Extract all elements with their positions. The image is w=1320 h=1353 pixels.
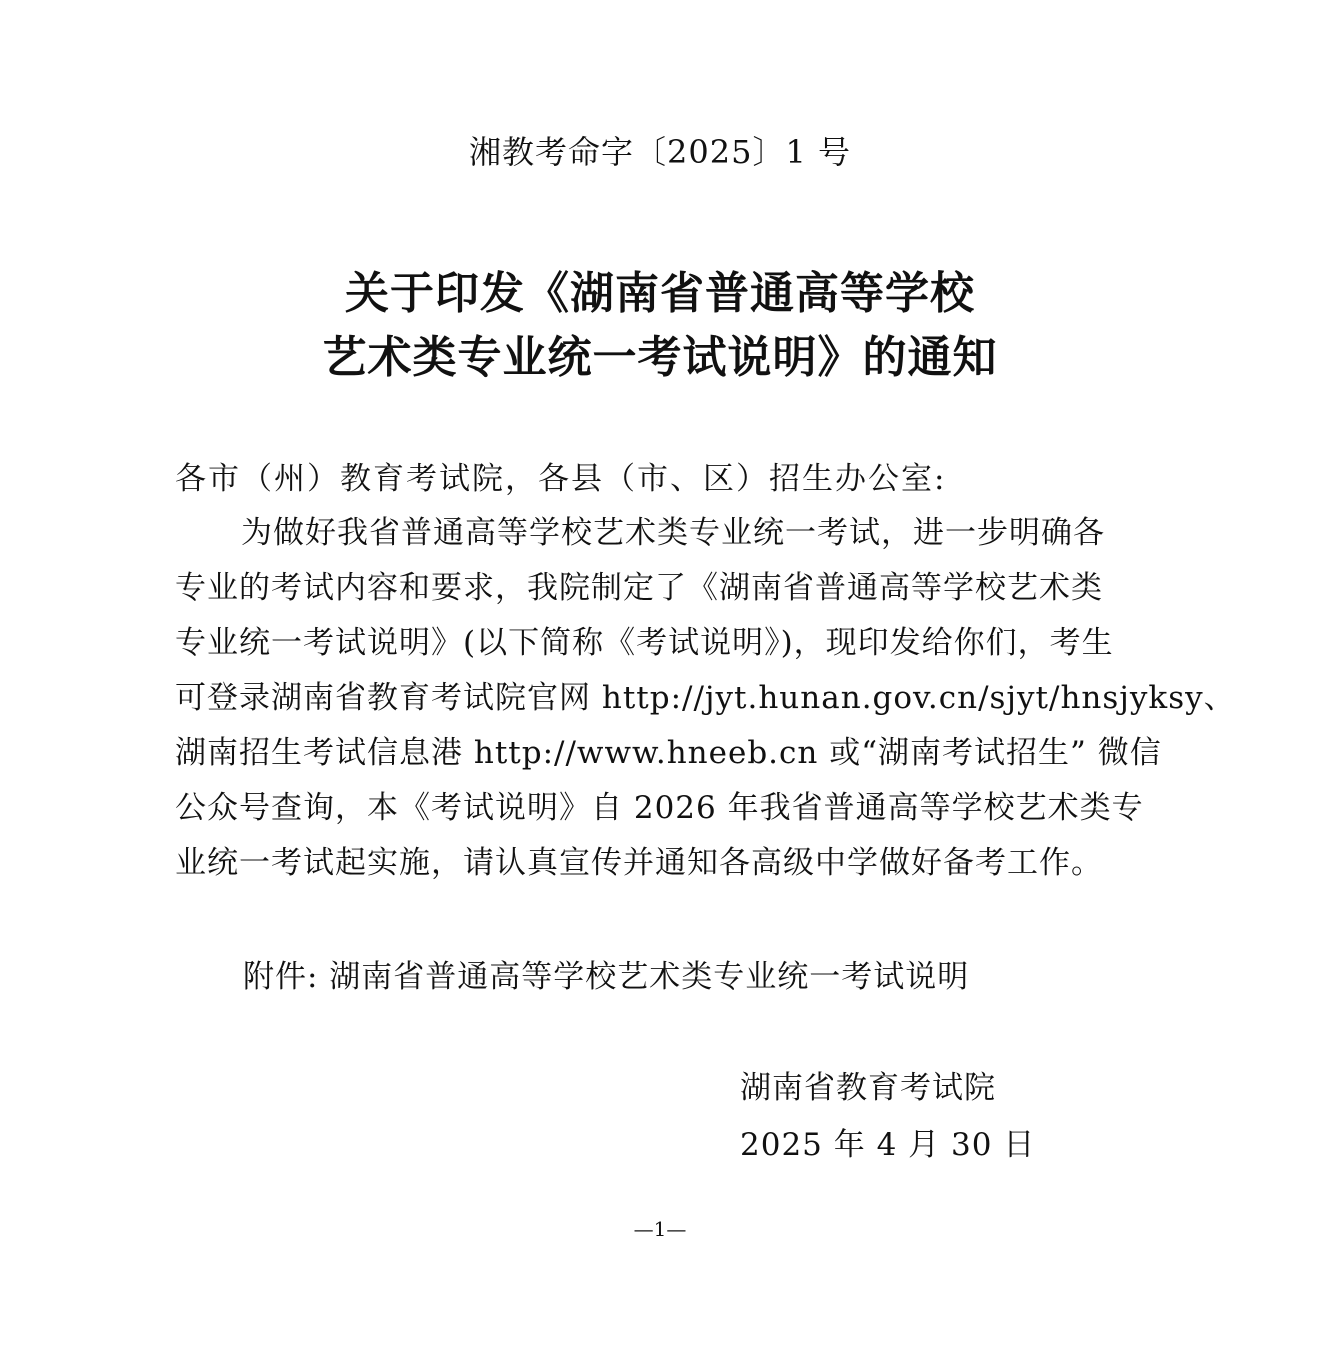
body-line-1: 为做好我省普通高等学校艺术类专业统一考试，进一步明确各: [241, 515, 1105, 551]
body-line-4: 可登录湖南省教育考试院官网 http://jyt.hunan.gov.cn/sjyt/hnsjyksy、: [175, 680, 1236, 716]
title-line-1: 关于印发《湖南省普通高等学校: [345, 268, 975, 319]
attachment-line: 附件: 湖南省普通高等学校艺术类专业统一考试说明: [243, 959, 970, 995]
signature-block: [740, 1060, 1035, 1174]
signature-date: 2025 年 4 月 30 日: [740, 1127, 1036, 1163]
body-line-2: 专业的考试内容和要求，我院制定了《湖南省普通高等学校艺术类: [175, 570, 1103, 606]
title-line-2: 艺术类专业统一考试说明》的通知: [322, 332, 998, 383]
body-paragraph: [175, 506, 1236, 891]
body-line-3: 专业统一考试说明》(以下简称《考试说明》)，现印发给你们，考生: [175, 625, 1114, 661]
document-number: 湘教考命字〔2025〕1 号: [469, 133, 851, 171]
page-number: —1—: [633, 1217, 687, 1241]
salutation: 各市（州）教育考试院，各县（市、区）招生办公室:: [175, 461, 947, 497]
signature-organization: 湖南省教育考试院: [740, 1070, 996, 1106]
body-line-5: 湖南招生考试信息港 http://www.hneeb.cn 或“湖南考试招生” 微信: [175, 735, 1162, 771]
body-line-7: 业统一考试起实施，请认真宣传并通知各高级中学做好备考工作。: [175, 845, 1103, 881]
document-title: [0, 262, 1320, 390]
body-line-6: 公众号查询，本《考试说明》自 2026 年我省普通高等学校艺术类专: [175, 790, 1144, 826]
